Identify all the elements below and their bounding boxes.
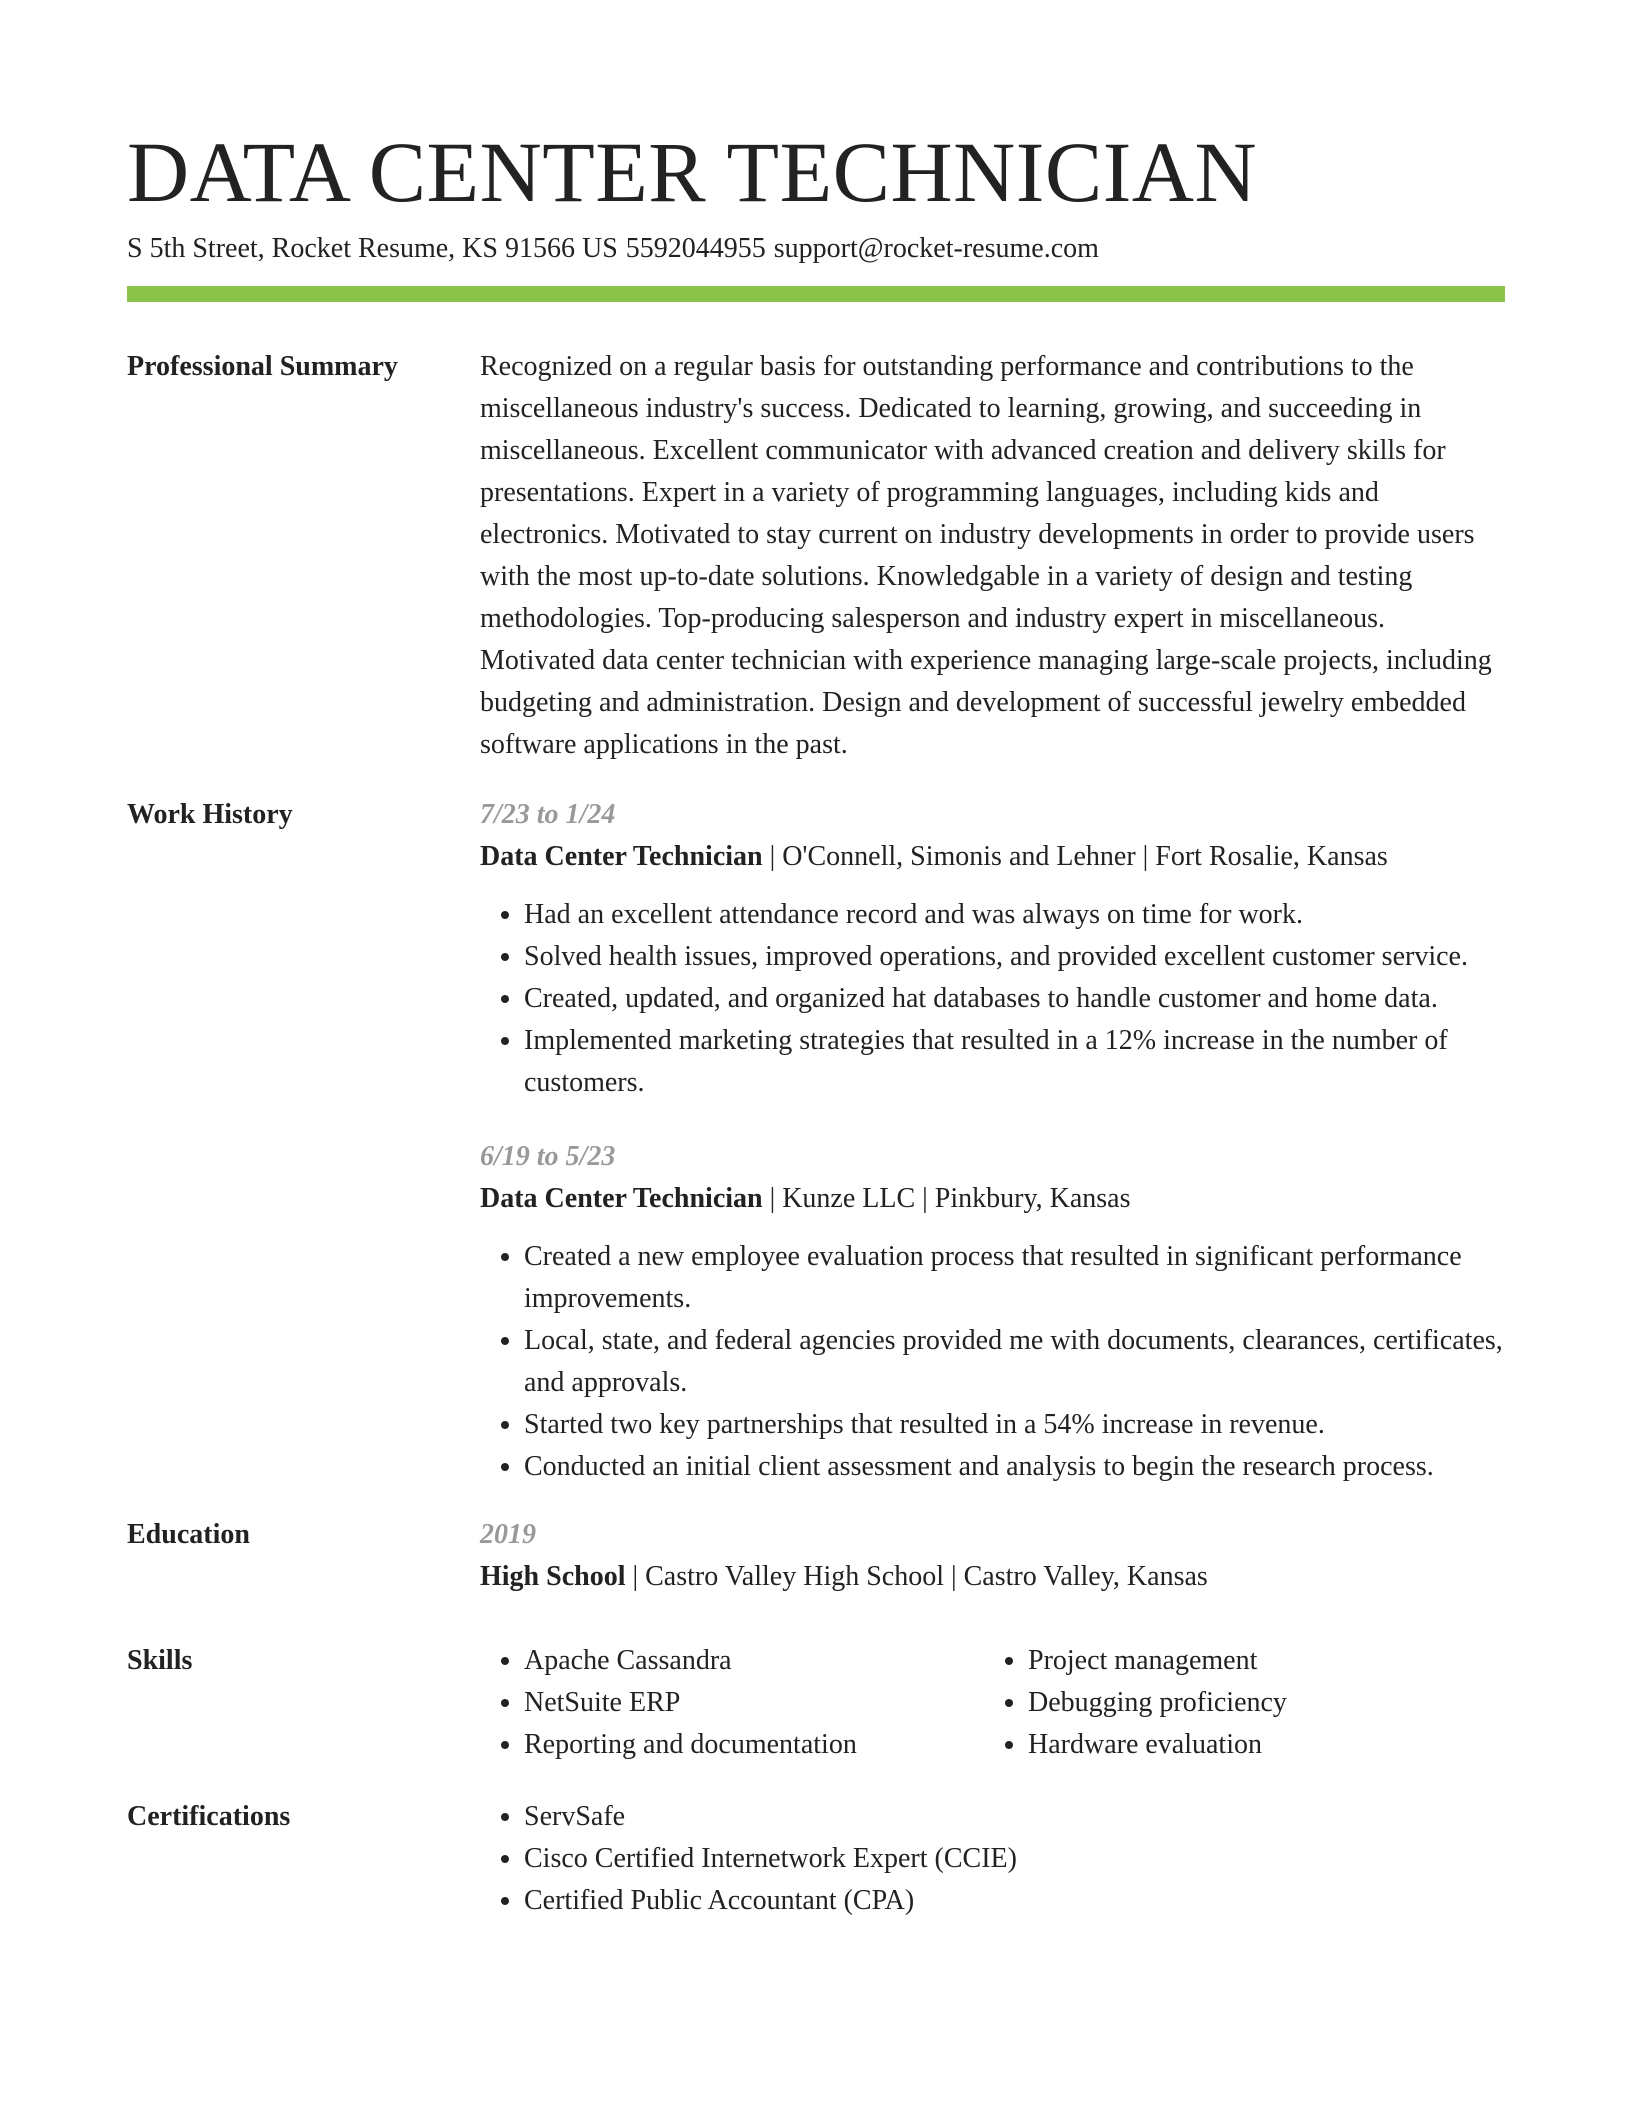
job-bullets xyxy=(480,894,1505,1104)
job-dates: 7/23 to 1/24 xyxy=(480,799,616,830)
section-title-skills: Skills xyxy=(127,1645,193,1676)
job-bullet: • Had an excellent attendance record and was always on time for work. xyxy=(524,894,1505,936)
skill-item: • Reporting and documentation xyxy=(524,1724,984,1766)
job-bullet: • Solved health issues, improved operations, and provided excellent customer service. xyxy=(524,936,1505,978)
job-role: Data Center Technician xyxy=(480,1183,763,1214)
summary-body xyxy=(480,346,1505,766)
job-bullet: • Conducted an initial client assessment and analysis to begin the research process. xyxy=(524,1446,1505,1488)
skills-column-left xyxy=(480,1640,984,1766)
contact-line xyxy=(127,231,1107,267)
job-details: | O'Connell, Simonis and Lehner | Fort Rosalie, Kansas xyxy=(762,841,1388,872)
job-role-line xyxy=(480,836,1505,878)
skill-item: • Apache Cassandra xyxy=(524,1640,984,1682)
accent-divider xyxy=(127,286,1505,302)
job-bullet: • Local, state, and federal agencies provided me with documents, clearances, certificates, and approvals. xyxy=(524,1320,1505,1404)
job-dates: 6/19 to 5/23 xyxy=(480,1141,616,1172)
skill-item: • Hardware evaluation xyxy=(1028,1724,1488,1766)
job-bullet: • Created a new employee evaluation process that resulted in significant performance improvements. xyxy=(524,1236,1505,1320)
job-role: Data Center Technician xyxy=(480,841,763,872)
skills-body xyxy=(480,1640,1505,1766)
candidate-title: DATA CENTER TECHNICIAN xyxy=(127,124,1258,220)
summary-text: Recognized on a regular basis for outstanding performance and contributions to the miscellaneous industry's success. Dedicated to learning, growing, and succeeding in miscellaneous. Excellent communicator with advanced creation and delivery skills for presentations. Expert in a variety of programming languages, including kids and electronics. Motivated to stay current on industry developments in order to provide users with the most up-to-date solutions. Knowledgable in a variety of design and testing methodologies. Top-producing salesperson and industry expert in miscellaneous. Motivated data center technician with experience managing large-scale projects, including budgeting and administration. Design and development of successful jewelry embedded software applications in the past. xyxy=(480,351,1492,760)
section-title-certifications: Certifications xyxy=(127,1801,291,1832)
job-bullet: • Started two key partnerships that resulted in a 54% increase in revenue. xyxy=(524,1404,1505,1446)
section-title-work: Work History xyxy=(127,799,293,830)
certification-item: • ServSafe xyxy=(524,1796,1505,1838)
contact-phone: 5592044955 xyxy=(625,233,766,264)
contact-email: support@rocket-resume.com xyxy=(773,233,1099,264)
education-line xyxy=(480,1556,1505,1598)
section-title-summary: Professional Summary xyxy=(127,351,398,382)
skill-item: • NetSuite ERP xyxy=(524,1682,984,1724)
certification-item: • Cisco Certified Internetwork Expert (CCIE) xyxy=(524,1838,1505,1880)
job-details: | Kunze LLC | Pinkbury, Kansas xyxy=(762,1183,1131,1214)
job-entry xyxy=(480,1136,1505,1488)
certifications-body xyxy=(480,1796,1505,1922)
skill-item: • Project management xyxy=(1028,1640,1488,1682)
job-entry xyxy=(480,794,1505,1104)
work-body xyxy=(480,794,1505,1488)
education-year: 2019 xyxy=(480,1519,536,1550)
education-body xyxy=(480,1514,1505,1598)
certification-item: • Certified Public Accountant (CPA) xyxy=(524,1880,1505,1922)
certifications-list xyxy=(480,1796,1505,1922)
job-bullets xyxy=(480,1236,1505,1488)
education-details: | Castro Valley High School | Castro Valley, Kansas xyxy=(625,1561,1208,1592)
skills-grid xyxy=(480,1640,1505,1766)
job-role-line xyxy=(480,1178,1505,1220)
skill-item: • Debugging proficiency xyxy=(1028,1682,1488,1724)
job-bullet: • Created, updated, and organized hat databases to handle customer and home data. xyxy=(524,978,1505,1020)
education-degree: High School xyxy=(480,1561,626,1592)
skills-column-right xyxy=(984,1640,1488,1766)
job-bullet: • Implemented marketing strategies that resulted in a 12% increase in the number of customers. xyxy=(524,1020,1505,1104)
section-title-education: Education xyxy=(127,1519,250,1550)
contact-address: S 5th Street, Rocket Resume, KS 91566 US xyxy=(127,233,618,264)
